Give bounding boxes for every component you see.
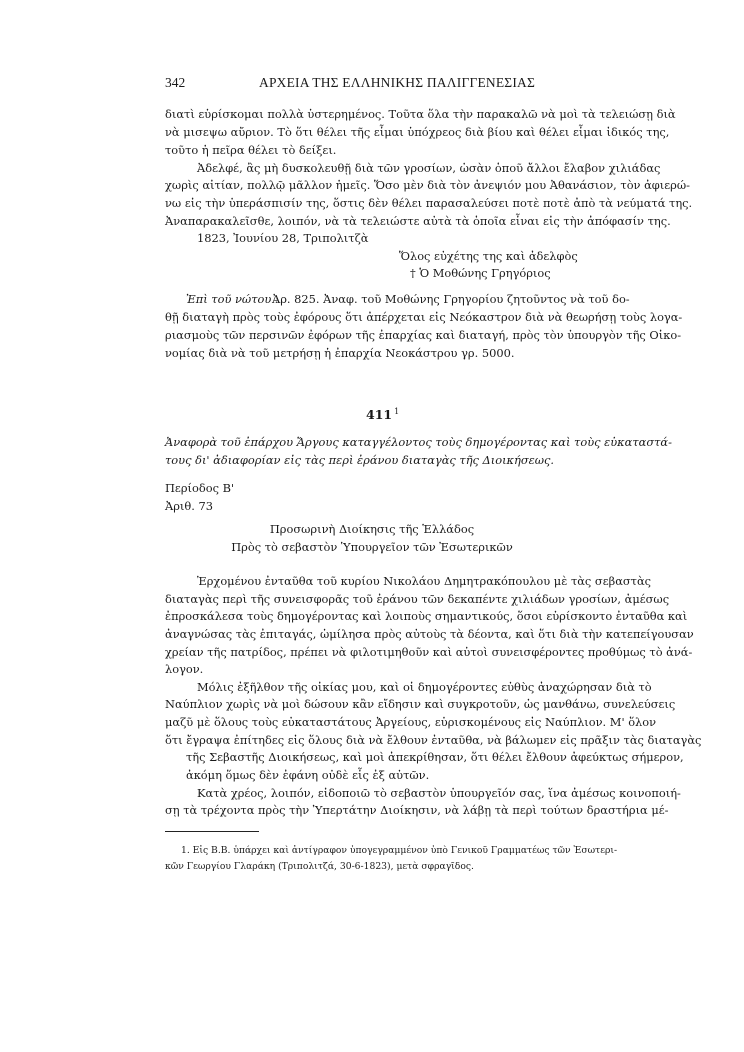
body-line: Ναύπλιον χωρὶς νὰ μοὶ δώσουν κἂν εἴδησιν καὶ συγκροτοῦν, ὡς μανθάνω, συνελεύσεις: [165, 697, 676, 711]
text-line: Ἀναπαρακαλεῖσθε, λοιπόν, νὰ τὰ τελειώστε αὐτὰ τὰ ὁποῖα εἶναι εἰς τὴν ἀπόφασίν της.: [165, 214, 671, 228]
arith-label: Ἀριθ. 73: [165, 499, 213, 513]
text-line: νὰ μισεψω αὔριον. Τὸ ὅτι θέλει τῆς εἶμαι ὑπόχρεος διὰ βίου καὶ θέλει εἶμαι ἰδικός της,: [165, 125, 670, 139]
page-number: 342: [165, 75, 186, 90]
period-label: Περίοδος Β': [165, 481, 235, 495]
body-line: τῆς Σεβαστῆς Διοικήσεως, καὶ μοὶ ἀπεκρίθησαν, ὅτι θέλει ἔλθουν ἀφεύκτως σήμερον,: [186, 750, 684, 764]
address-line: Προσωρινὴ Διοίκησις τῆς Ἑλλάδος: [269, 522, 475, 536]
body-line: Μόλις ἐξῆλθον τῆς οἰκίας μου, καὶ οἱ δημογέροντες εὐθὺς ἀναχώρησαν διὰ τὸ: [197, 680, 652, 694]
verso-label: Ἐπὶ τοῦ νώτου :: [186, 292, 279, 306]
document-summary: Ἀναφορὰ τοῦ ἐπάρχου Ἄργους καταγγέλοντος τοὺς δημογέροντας καὶ τοὺς εὐκαταστά-: [165, 435, 672, 449]
text-line: χωρὶς αἰτίαν, πολλῷ μᾶλλον ἡμεῖς. Ὅσο μὲν διὰ τὸν ἀνεψιόν μου Ἀθανάσιον, τὸν ἀφιερώ-: [165, 178, 690, 192]
signature: † Ὁ Μοθώνης Γρηγόριος: [410, 266, 551, 280]
text-line: νω εἰς τὴν ὑπεράσπισίν της, ὅστις δὲν θέλει παρασαλεύσει ποτὲ ποτὲ ἀπὸ τὰ νεύματά της.: [165, 196, 693, 210]
verso-line: θῇ διαταγὴ πρὸς τοὺς ἐφόρους ὅτι ἀπέρχεται εἰς Νεόκαστρον διὰ νὰ θεωρήσῃ τοὺς λογα-: [165, 310, 683, 324]
verso-line: Ἀρ. 825. Ἀναφ. τοῦ Μοθώνης Γρηγορίου ζητοῦντος νὰ τοῦ δο-: [272, 292, 630, 306]
text-line: τοῦτο ἡ πεῖρα θέλει τὸ δείξει.: [165, 143, 337, 157]
document-summary: τους δι' ἀδιαφορίαν εἰς τὰς περὶ ἐράνου διαταγὰς τῆς Διοικήσεως.: [165, 453, 555, 467]
verso-line: ριασμοὺς τῶν περσινῶν ἐφόρων τῆς ἐπαρχίας καὶ διαταγή, πρὸς τὸν ὑπουργὸν τῆς Οἰκο-: [165, 328, 682, 342]
body-line: σῃ τὰ τρέχοντα πρὸς τὴν Ὑπερτάτην Διοίκησιν, νὰ λάβῃ τὰ περὶ τούτων δραστήρια μέ-: [165, 803, 669, 817]
footnote-marker: 1: [394, 407, 400, 416]
body-line: ἐπροσκάλεσα τοὺς δημογέροντας καὶ λοιποὺς σημαντικούς, ὅσοι εὑρίσκοντο ἐνταῦθα καὶ: [165, 609, 688, 623]
footnote-line: κῶν Γεωργίου Γλαράκη (Τριπολιτζά, 30-6-1823), μετὰ σφραγῖδος.: [165, 861, 474, 872]
body-line: χρείαν τῆς πατρίδος, πρέπει νὰ φιλοτιμηθοῦν καὶ αὐτοὶ συνεισφέροντες προθύμως τὸ ἀνά-: [165, 645, 693, 659]
verso-line: νομίας διὰ νὰ τοῦ μετρήσῃ ἡ ἐπαρχία Νεοκάστρου γρ. 5000.: [165, 346, 515, 360]
footnote-line: 1. Εἰς Β.Β. ὑπάρχει καὶ ἀντίγραφον ὑπογεγραμμένον ὑπὸ Γενικοῦ Γραμματέως τῶν Ἐσωτερι-: [181, 845, 618, 856]
body-line: ὅτι ἔγραψα ἐπίτηδες εἰς ὅλους διὰ νὰ ἔλθουν ἐνταῦθα, νὰ βάλωμεν εἰς πρᾶξιν τὰς διαταγὰς: [165, 733, 702, 747]
body-line: Ἐρχομένου ἐνταῦθα τοῦ κυρίου Νικολάου Δημητρακόπουλου μὲ τὰς σεβαστὰς: [197, 574, 652, 588]
body-line: διαταγὰς περὶ τῆς συνεισφορᾶς τοῦ ἐράνου τῶν δεκαπέντε χιλιάδων γροσίων, ἀμέσως: [165, 592, 670, 606]
closing-line: Ὅλος εὐχέτης της καὶ ἀδελφὸς: [399, 249, 578, 263]
body-line: ἀναγνώσας τὰς ἐπιταγάς, ὡμίλησα πρὸς αὐτοὺς τὰ δέοντα, καὶ ὅτι διὰ τὴν κατεπείγουσαν: [165, 627, 694, 641]
document-number: [366, 407, 399, 422]
text-line: διατὶ εὑρίσκομαι πολλὰ ὑστερημένος. Τοῦτα ὅλα τὴν παρακαλῶ νὰ μοὶ τὰ τελειώσῃ διὰ: [165, 107, 676, 121]
body-line: Κατὰ χρέος, λοιπόν, εἰδοποιῶ τὸ σεβαστὸν ὑπουργεῖόν σας, ἵνα ἀμέσως κοινοποιή-: [197, 786, 681, 800]
body-line: ἀκόμη ὅμως δὲν ἐφάνη οὐδὲ εἷς ἐξ αὐτῶν.: [186, 768, 430, 782]
footnote-rule: [165, 831, 259, 832]
document-number-value: 411: [366, 407, 393, 423]
running-title: ΑΡΧΕΙΑ ΤΗΣ ΕΛΛΗΝΙΚΗΣ ΠΑΛΙΓΓΕΝΕΣΙΑΣ: [259, 75, 536, 90]
text-line: Ἀδελφέ, ἂς μὴ δυσκολευθῇ διὰ τῶν γροσίων, ὡσὰν ὁποῦ ἄλλοι ἔλαβον χιλιάδας: [197, 161, 661, 175]
body-line: μαζῦ μὲ ὅλους τοὺς εὐκαταστάτους Ἀργείους, εὑρισκομένους εἰς Ναύπλιον. Μ' ὅλον: [165, 715, 657, 729]
date-line: 1823, Ἰουνίου 28, Τριπολιτζὰ: [197, 231, 369, 245]
body-line: λογον.: [165, 662, 204, 676]
address-line: Πρὸς τὸ σεβαστὸν Ὑπουργεῖον τῶν Ἐσωτερικῶν: [231, 540, 513, 554]
